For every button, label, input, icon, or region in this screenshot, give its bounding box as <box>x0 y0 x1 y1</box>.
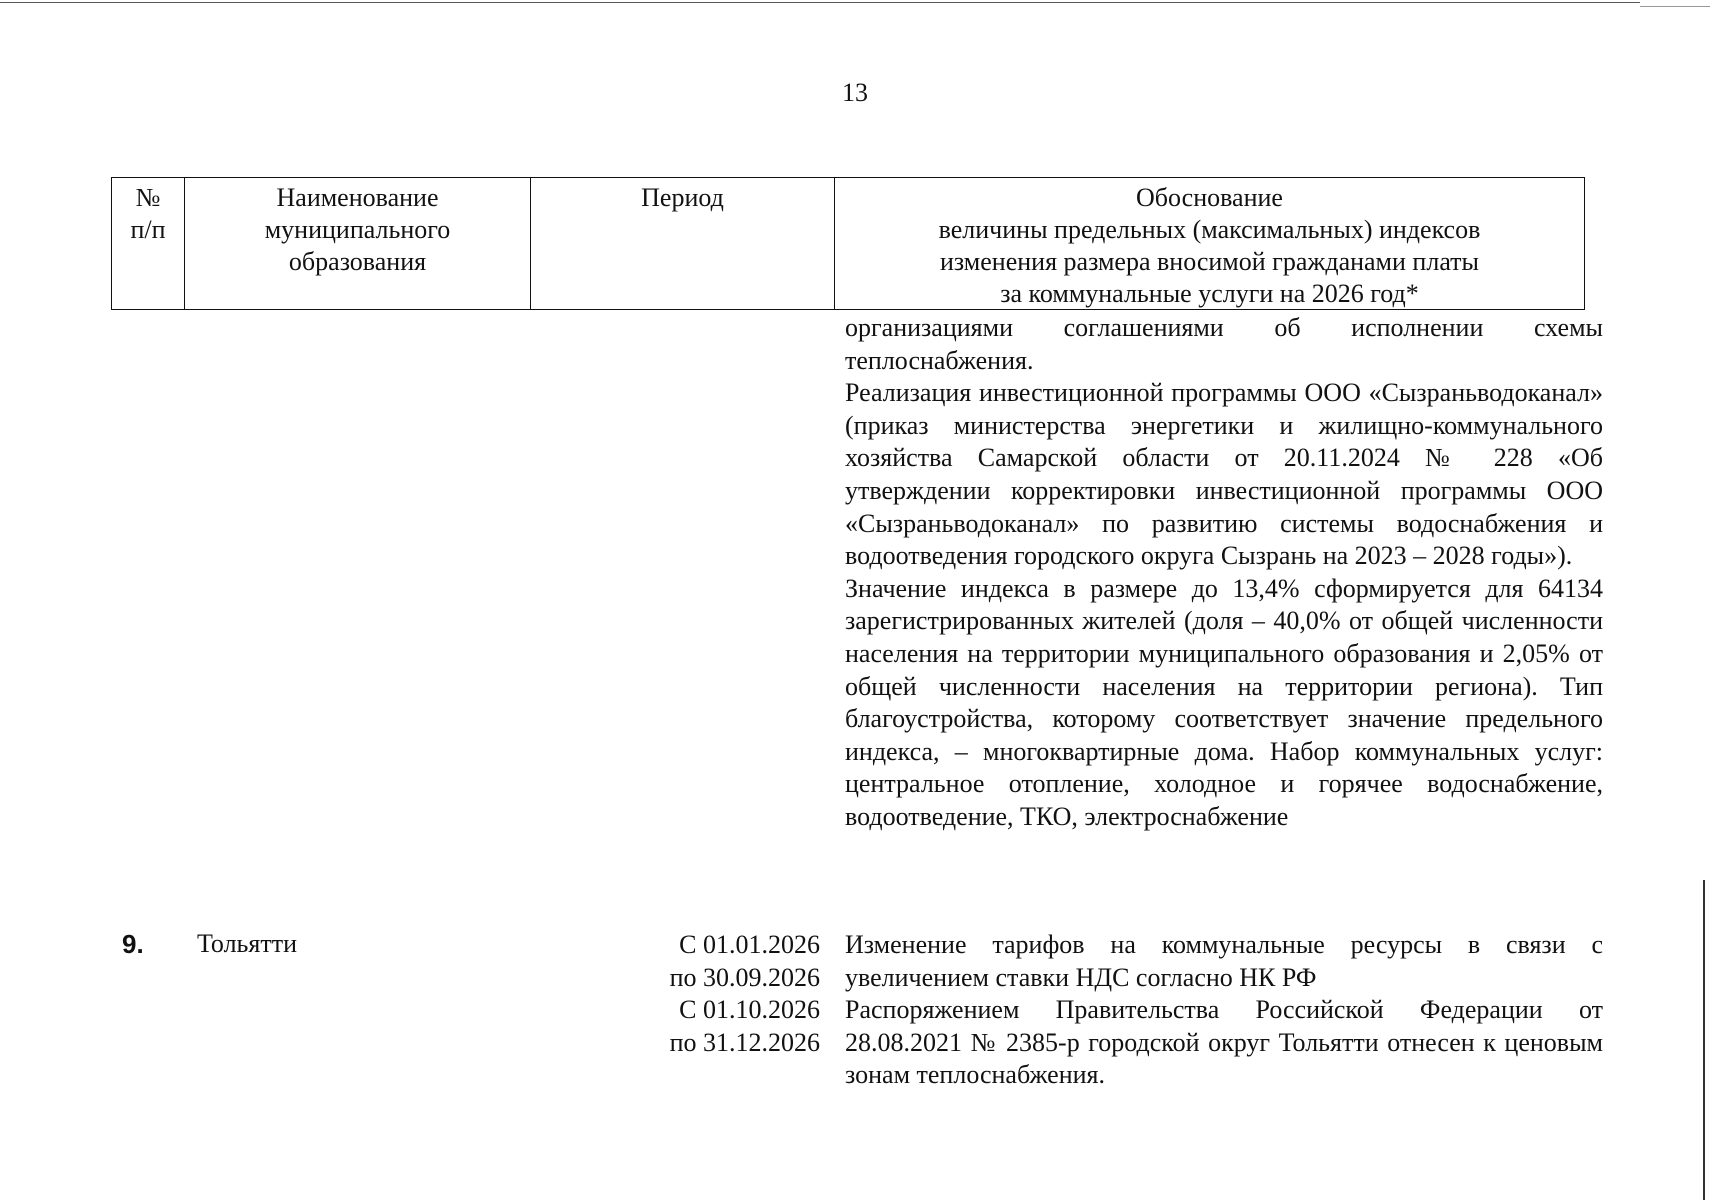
row-period <box>560 929 820 1059</box>
header-text: Период <box>641 183 724 212</box>
header-text: Наименование <box>276 183 439 212</box>
paragraph: Значение индекса в размере до 13,4% сформируется для 64134 зарегистрированных жителей (доля – 40,0% от общей численности населения на территории муниципального образования и 2,05% от общей численности населения на территории региона). Тип благоустройства, которому соответствует значение предельного индекса, – многоквартирные дома. Набор коммунальных услуг: центральное отопление, холодное и горячее водоснабжение, водоотведение, ТКО, электроснабжение <box>845 573 1603 831</box>
header-text: образования <box>288 247 427 276</box>
scan-edge-line <box>1640 6 1710 7</box>
period-line: по 30.09.2026 <box>669 962 820 992</box>
header-text: изменения размера вносимой гражданами платы <box>939 247 1480 276</box>
scan-edge-line <box>0 2 1640 3</box>
row-municipality-name: Тольятти <box>197 929 298 958</box>
period-line: по 31.12.2026 <box>669 1027 820 1057</box>
header-text: за коммунальные услуги на 2026 год* <box>1000 279 1419 308</box>
header-col-name <box>185 178 531 309</box>
row-number: 9. <box>122 929 144 959</box>
header-text: п/п <box>130 215 166 244</box>
paragraph: Изменение тарифов на коммунальные ресурсы в связи с увеличением ставки НДС согласно НК РФ <box>845 930 1603 992</box>
period-line: С 01.10.2026 <box>679 995 820 1025</box>
header-text: № <box>135 183 161 212</box>
paragraph: Распоряжением Правительства Российской Федерации от 28.08.2021 № 2385-р городской округ Тольятти отнесен к ценовым зонам теплоснабжения. <box>845 995 1603 1090</box>
header-col-period <box>531 178 835 309</box>
scan-edge-line <box>1703 880 1705 1200</box>
page-number: 13 <box>842 78 868 107</box>
paragraph: Реализация инвестиционной программы ООО «Сызраньводоканал» (приказ министерства энергетики и жилищно-коммунального хозяйства Самарской области от 20.11.2024 № 228 «Об утверждении корректировки инвестиционной программы ООО «Сызраньводоканал» по развитию системы водоснабжения и водоотведения городского округа Сызрань на 2023 – 2028 годы»). <box>845 378 1603 571</box>
header-col-basis <box>835 178 1584 309</box>
continuation-text <box>845 312 1603 834</box>
header-text: величины предельных (максимальных) индексов <box>938 215 1481 244</box>
header-text: муниципального <box>264 215 451 244</box>
paragraph: организациями соглашениями об исполнении схемы теплоснабжения. <box>845 313 1603 375</box>
row-basis-text <box>845 929 1603 1092</box>
header-col-number <box>112 178 185 309</box>
period-line: С 01.01.2026 <box>679 930 820 959</box>
header-text: Обоснование <box>1136 183 1283 212</box>
table-header <box>111 177 1585 310</box>
